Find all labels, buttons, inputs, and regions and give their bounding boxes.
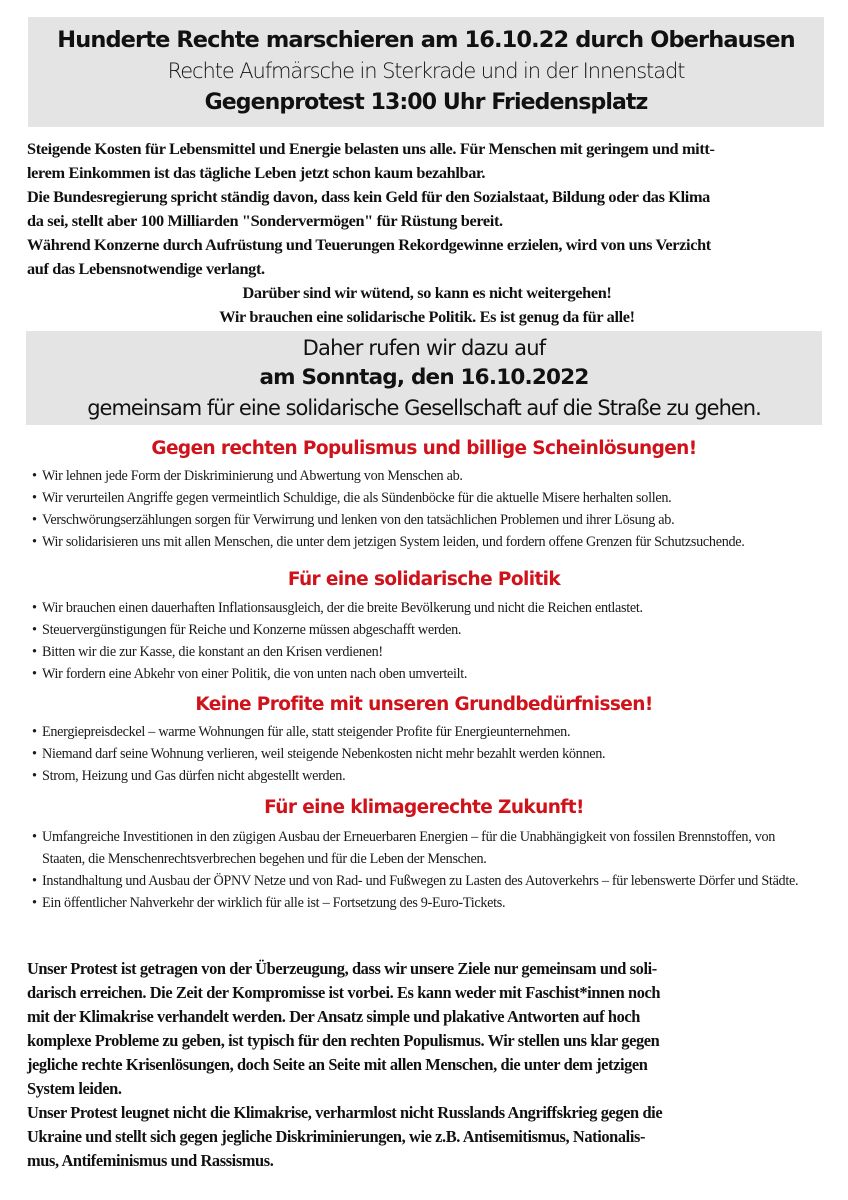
intro-line: lerem Einkommen ist das tägliche Leben jetzt schon kaum bezahlbar. bbox=[27, 163, 486, 182]
call-line-1: Daher rufen wir dazu auf bbox=[302, 336, 546, 360]
header-counter-protest: Gegenprotest 13:00 Uhr Friedensplatz bbox=[204, 90, 648, 115]
list-item bbox=[30, 465, 830, 487]
header-subtitle: Rechte Aufmärsche in Sterkrade und in der Innenstadt bbox=[167, 59, 685, 83]
list-item-text: Wir solidarisieren uns mit allen Menschen, die unter dem jetzigen System leiden, und fordern offene Grenzen für Schutzsuchende. bbox=[42, 534, 745, 550]
list-item-text: Strom, Heizung und Gas dürfen nicht abgestellt werden. bbox=[42, 768, 346, 784]
bullet-icon: • bbox=[32, 746, 37, 762]
bullet-icon: • bbox=[32, 490, 37, 506]
bullet-icon: • bbox=[32, 468, 37, 484]
header-title: Hunderte Rechte marschieren am 16.10.22 durch Oberhausen bbox=[57, 27, 795, 53]
section-heading: Für eine solidarische Politik bbox=[287, 569, 561, 590]
section-list bbox=[30, 721, 830, 787]
list-item bbox=[30, 619, 830, 641]
intro-center-line: Darüber sind wir wütend, so kann es nicht weitergehen! bbox=[242, 283, 612, 302]
outro-line: Ukraine und stellt sich gegen jegliche Diskriminierungen, wie z.B. Antisemitismus, Nationalis- bbox=[27, 1127, 646, 1146]
outro-line: komplexe Probleme zu geben, ist typisch für den rechten Populismus. Wir stellen uns klar gegen bbox=[27, 1031, 660, 1050]
outro-line: darisch erreichen. Die Zeit der Kompromisse ist vorbei. Es kann weder mit Faschist*innen noch bbox=[27, 983, 661, 1002]
list-item-text: Steuervergünstigungen für Reiche und Konzerne müssen abgeschafft werden. bbox=[42, 622, 462, 638]
list-item-text: Umfangreiche Investitionen in den zügigen Ausbau der Erneuerbaren Energien – für die Unabhängigkeit von fossilen Brennstoffen, von Staaten, die Menschenrechtsverbrechen begehen und für die Leben der Menschen. bbox=[42, 829, 776, 867]
list-item-text: Wir verurteilen Angriffe gegen vermeintlich Schuldige, die als Sündenböcke für die aktuelle Misere herhalten sollen. bbox=[42, 490, 672, 506]
list-item-text: Wir brauchen einen dauerhaften Inflationsausgleich, der die breite Bevölkerung und nicht die Reichen entlastet. bbox=[42, 600, 643, 616]
call-box bbox=[26, 331, 822, 425]
list-item bbox=[30, 743, 830, 765]
outro-text bbox=[27, 957, 827, 1173]
intro-line: Die Bundesregierung spricht ständig davon, dass kein Geld für den Sozialstaat, Bildung oder das Klima bbox=[27, 187, 710, 206]
intro-center-line: Wir brauchen eine solidarische Politik. Es ist genug da für alle! bbox=[219, 307, 635, 326]
outro-line: Unser Protest leugnet nicht die Klimakrise, verharmlost nicht Russlands Angriffskrieg gegen die bbox=[27, 1103, 663, 1122]
bullet-icon: • bbox=[32, 829, 37, 845]
intro-line: auf das Lebensnotwendige verlangt. bbox=[27, 259, 265, 278]
section-list bbox=[30, 826, 830, 914]
list-item bbox=[30, 663, 830, 685]
list-item-text: Ein öffentlicher Nahverkehr der wirklich für alle ist – Fortsetzung des 9-Euro-Tickets. bbox=[42, 895, 506, 911]
outro-line: mit der Klimakrise verhandelt werden. Der Ansatz simple und plakative Antworten auf hoch bbox=[27, 1007, 640, 1026]
bullet-icon: • bbox=[32, 895, 37, 911]
list-item bbox=[30, 721, 830, 743]
section-heading: Für eine klimagerechte Zukunft! bbox=[264, 797, 584, 818]
list-item-text: Instandhaltung und Ausbau der ÖPNV Netze und von Rad- und Fußwegen zu Lasten des Autoverkehrs – für lebenswerte Dörfer und Städte. bbox=[42, 873, 799, 889]
list-item-text: Niemand darf seine Wohnung verlieren, weil steigende Nebenkosten nicht mehr bezahlt werden können. bbox=[42, 746, 606, 762]
intro-line: Während Konzerne durch Aufrüstung und Teuerungen Rekordgewinne erzielen, wird von uns Verzicht bbox=[27, 235, 711, 254]
list-item-text: Energiepreisdeckel – warme Wohnungen für alle, statt steigender Profite für Energieunternehmen. bbox=[42, 724, 571, 740]
list-item bbox=[30, 892, 830, 914]
intro-text bbox=[27, 137, 827, 329]
bullet-icon: • bbox=[32, 724, 37, 740]
outro-line: Unser Protest ist getragen von der Überzeugung, dass wir unsere Ziele nur gemeinsam und soli- bbox=[27, 959, 657, 978]
outro-line: System leiden. bbox=[27, 1079, 122, 1098]
list-item-text: Wir fordern eine Abkehr von einer Politik, die von unten nach oben umverteilt. bbox=[42, 666, 468, 682]
bullet-icon: • bbox=[32, 666, 37, 682]
section-list bbox=[30, 597, 830, 685]
list-item bbox=[30, 641, 830, 663]
section-heading: Gegen rechten Populismus und billige Scheinlösungen! bbox=[151, 438, 697, 459]
list-item bbox=[30, 487, 830, 509]
bullet-icon: • bbox=[32, 534, 37, 550]
list-item-text: Wir lehnen jede Form der Diskriminierung und Abwertung von Menschen ab. bbox=[42, 468, 463, 484]
section-heading: Keine Profite mit unseren Grundbedürfnissen! bbox=[195, 694, 653, 715]
bullet-icon: • bbox=[32, 600, 37, 616]
outro-line: mus, Antifeminismus und Rassismus. bbox=[27, 1151, 274, 1170]
header-box bbox=[28, 17, 824, 127]
list-item bbox=[30, 597, 830, 619]
list-item-text: Verschwörungserzählungen sorgen für Verwirrung und lenken von den tatsächlichen Problemen und ihrer Lösung ab. bbox=[42, 512, 675, 528]
bullet-icon: • bbox=[32, 768, 37, 784]
list-item bbox=[30, 531, 830, 553]
intro-line: da sei, stellt aber 100 Milliarden "Sondervermögen" für Rüstung bereit. bbox=[27, 211, 503, 230]
intro-line: Steigende Kosten für Lebensmittel und Energie belasten uns alle. Für Menschen mit geringem und mitt- bbox=[27, 139, 715, 158]
call-line-3: gemeinsam für eine solidarische Gesellschaft auf die Straße zu gehen. bbox=[87, 396, 761, 420]
list-item bbox=[30, 765, 830, 787]
section-list bbox=[30, 465, 830, 553]
bullet-icon: • bbox=[32, 622, 37, 638]
call-date: am Sonntag, den 16.10.2022 bbox=[259, 365, 589, 390]
bullet-icon: • bbox=[32, 512, 37, 528]
bullet-icon: • bbox=[32, 873, 37, 889]
outro-line: jegliche rechte Krisenlösungen, doch Seite an Seite mit allen Menschen, die unter dem jetzigen bbox=[27, 1055, 648, 1074]
list-item-text: Bitten wir die zur Kasse, die konstant an den Krisen verdienen! bbox=[42, 644, 383, 660]
list-item bbox=[30, 509, 830, 531]
list-item bbox=[30, 870, 830, 892]
list-item bbox=[30, 826, 830, 870]
bullet-icon: • bbox=[32, 644, 37, 660]
